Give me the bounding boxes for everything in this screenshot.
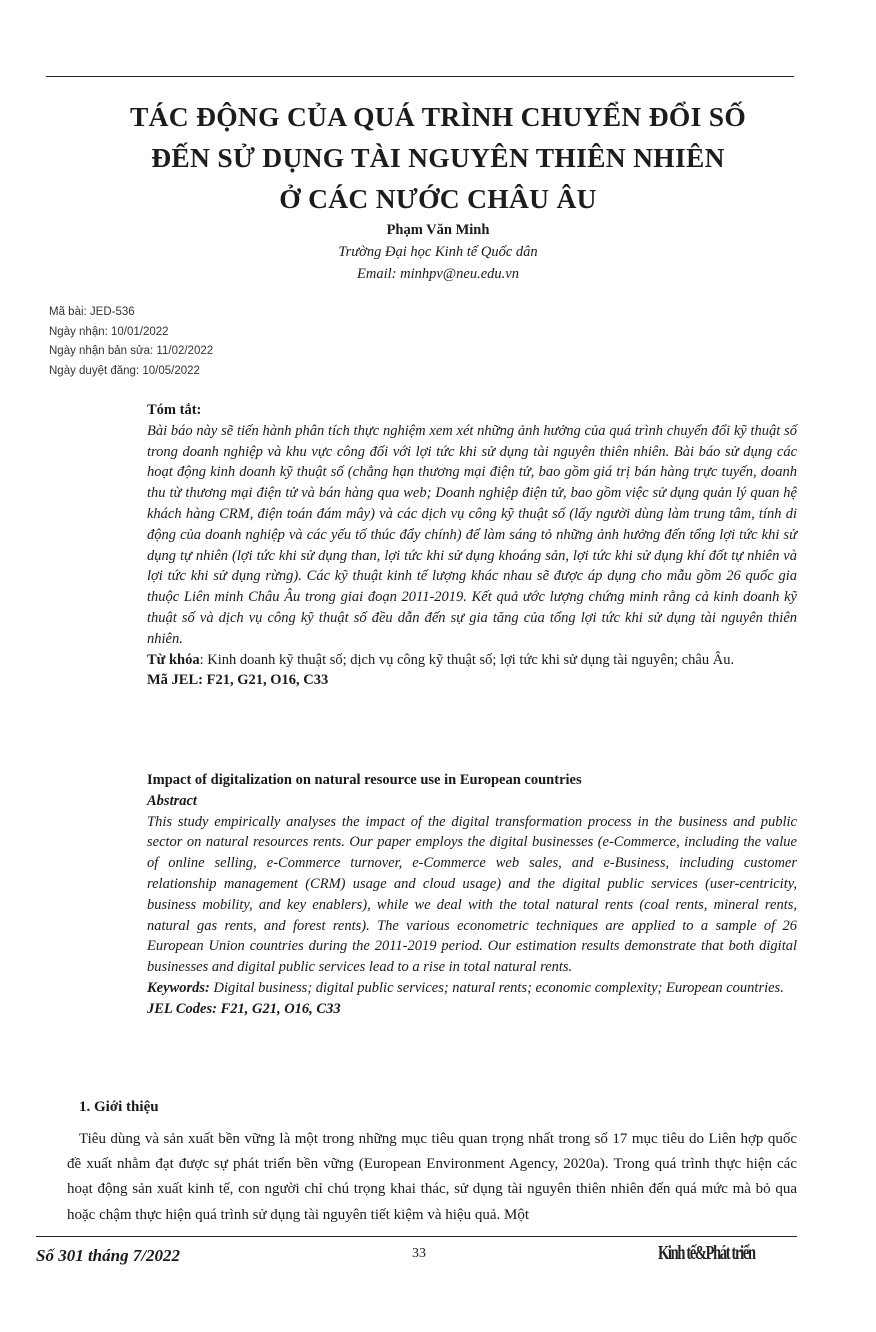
received-date: Ngày nhận: 10/01/2022 (49, 325, 169, 338)
article-title (40, 96, 836, 219)
title-line-3: Ở CÁC NƯỚC CHÂU ÂU (279, 183, 597, 214)
keywords-en (147, 978, 797, 999)
abstract-vi-heading: Tóm tắt: (147, 402, 202, 418)
accepted-date: Ngày duyệt đăng: 10/05/2022 (49, 364, 200, 377)
keywords-vi (147, 650, 797, 671)
page-number: 33 (412, 1246, 426, 1261)
abstract-vietnamese (147, 400, 797, 691)
jel-vi: Mã JEL: F21, G21, O16, C33 (147, 672, 329, 689)
keywords-vi-label: Từ khóa (147, 651, 200, 668)
keywords-en-text: Digital business; digital public services; natural rents; economic complexity; European countries. (209, 979, 784, 996)
journal-logo: Kinh tế&Phát triển (658, 1242, 755, 1264)
article-meta (49, 303, 213, 381)
article-code: Mã bài: JED-536 (49, 306, 135, 318)
abstract-en-body: This study empirically analyses the impact of the digital transformation process in the business and public sector on natural resources rents. Our paper employs the digital businesses (e-Commerce, including the value of online selling, e-Commerce turnover, e-Commerce web sales, and e-Business, including customer relationship management (CRM) usage and cloud usage) and the digital public services (user-centricity, business mobility, and key enablers), while we deal with the total natural rents (coal rents, mineral rents, natural gas rents, and forest rents). The various econometric techniques are applied to a sample of 26 European Union countries during the 2011-2019 period. Our estimation results demonstrate that both digital businesses and digital public services lead to a rise in total natural rents. (147, 813, 797, 976)
abstract-english (147, 770, 797, 1020)
keywords-en-label: Keywords: (147, 979, 210, 996)
intro-heading: 1. Giới thiệu (79, 1099, 159, 1115)
jel-en: JEL Codes: F21, G21, O16, C33 (147, 1000, 341, 1017)
abstract-en-heading: Abstract (147, 792, 197, 809)
keywords-vi-text: : Kinh doanh kỹ thuật số; dịch vụ công kỹ thuật số; lợi tức khi sử dụng tài nguyên; châu Âu. (199, 651, 735, 668)
intro-paragraph: Tiêu dùng và sản xuất bền vững là một trong những mục tiêu quan trọng nhất trong số 17 mục tiêu do Liên hợp quốc đề xuất nhằm đạt được sự phát triển bền vững (European Environment Agency, 2020a). Trong quá trình thực hiện các hoạt động sản xuất kinh tế, con người chỉ chú trọng khai thác, sử dụng tài nguyên thiên nhiên đến quá mức mà bỏ qua hoặc chậm thực hiện quá trình sử dụng tài nguyên tiết kiệm và hiệu quả. Một (67, 1131, 797, 1223)
author-affiliation: Trường Đại học Kinh tế Quốc dân (338, 244, 538, 260)
header-rule (46, 76, 794, 77)
footer-issue: Số 301 tháng 7/2022 (36, 1246, 181, 1265)
revised-date: Ngày nhận bản sửa: 11/02/2022 (49, 345, 214, 357)
abstract-vi-body: Bài báo này sẽ tiến hành phân tích thực nghiệm xem xét những ảnh hưởng của quá trình chuyển đổi kỹ thuật số trong doanh nghiệp và khu vực công đối với lợi tức khi sử dụng tài nguyên thiên nhiên. Bài báo sử dụng các hoạt động kinh doanh kỹ thuật số (chẳng hạn thương mại điện tử, bao gồm giá trị bán hàng trực tuyến, doanh thu từ thương mại điện tử và bán hàng qua web; Doanh nghiệp điện tử, bao gồm việc sử dụng quản lý quan hệ khách hàng CRM, điện toán đám mây) và các dịch vụ công kỹ thuật số (lấy người dùng làm trung tâm, tính di động của doanh nghiệp và các yếu tố thúc đẩy chính) để làm sáng tỏ những ảnh hưởng đến tổng lợi tức khi sử dụng tự nhiên (lợi tức khi sử dụng than, lợi tức khi sử dụng khoáng sản, lợi tức khi sử dụng khí đốt tự nhiên và lợi tức khi sử dụng rừng). Các kỹ thuật kinh tế lượng khác nhau sẽ được áp dụng cho mẫu gồm 26 quốc gia thuộc Liên minh Châu Âu trong giai đoạn 2011-2019. Kết quả ước lượng chứng minh rằng cả kinh doanh kỹ thuật số và dịch vụ công kỹ thuật số đều dẫn đến sự gia tăng của tổng lợi tức khi sử dụng tài nguyên thiên nhiên. (147, 422, 797, 647)
title-line-1: TÁC ĐỘNG CỦA QUÁ TRÌNH CHUYỂN ĐỔI SỐ (129, 101, 747, 132)
title-line-2: ĐẾN SỬ DỤNG TÀI NGUYÊN THIÊN NHIÊN (151, 142, 725, 173)
footer-rule (36, 1236, 797, 1237)
english-title: Impact of digitalization on natural resource use in European countries (147, 772, 582, 788)
author-name: Phạm Văn Minh (386, 222, 490, 238)
author-email: Email: minhpv@neu.edu.vn (357, 266, 519, 282)
